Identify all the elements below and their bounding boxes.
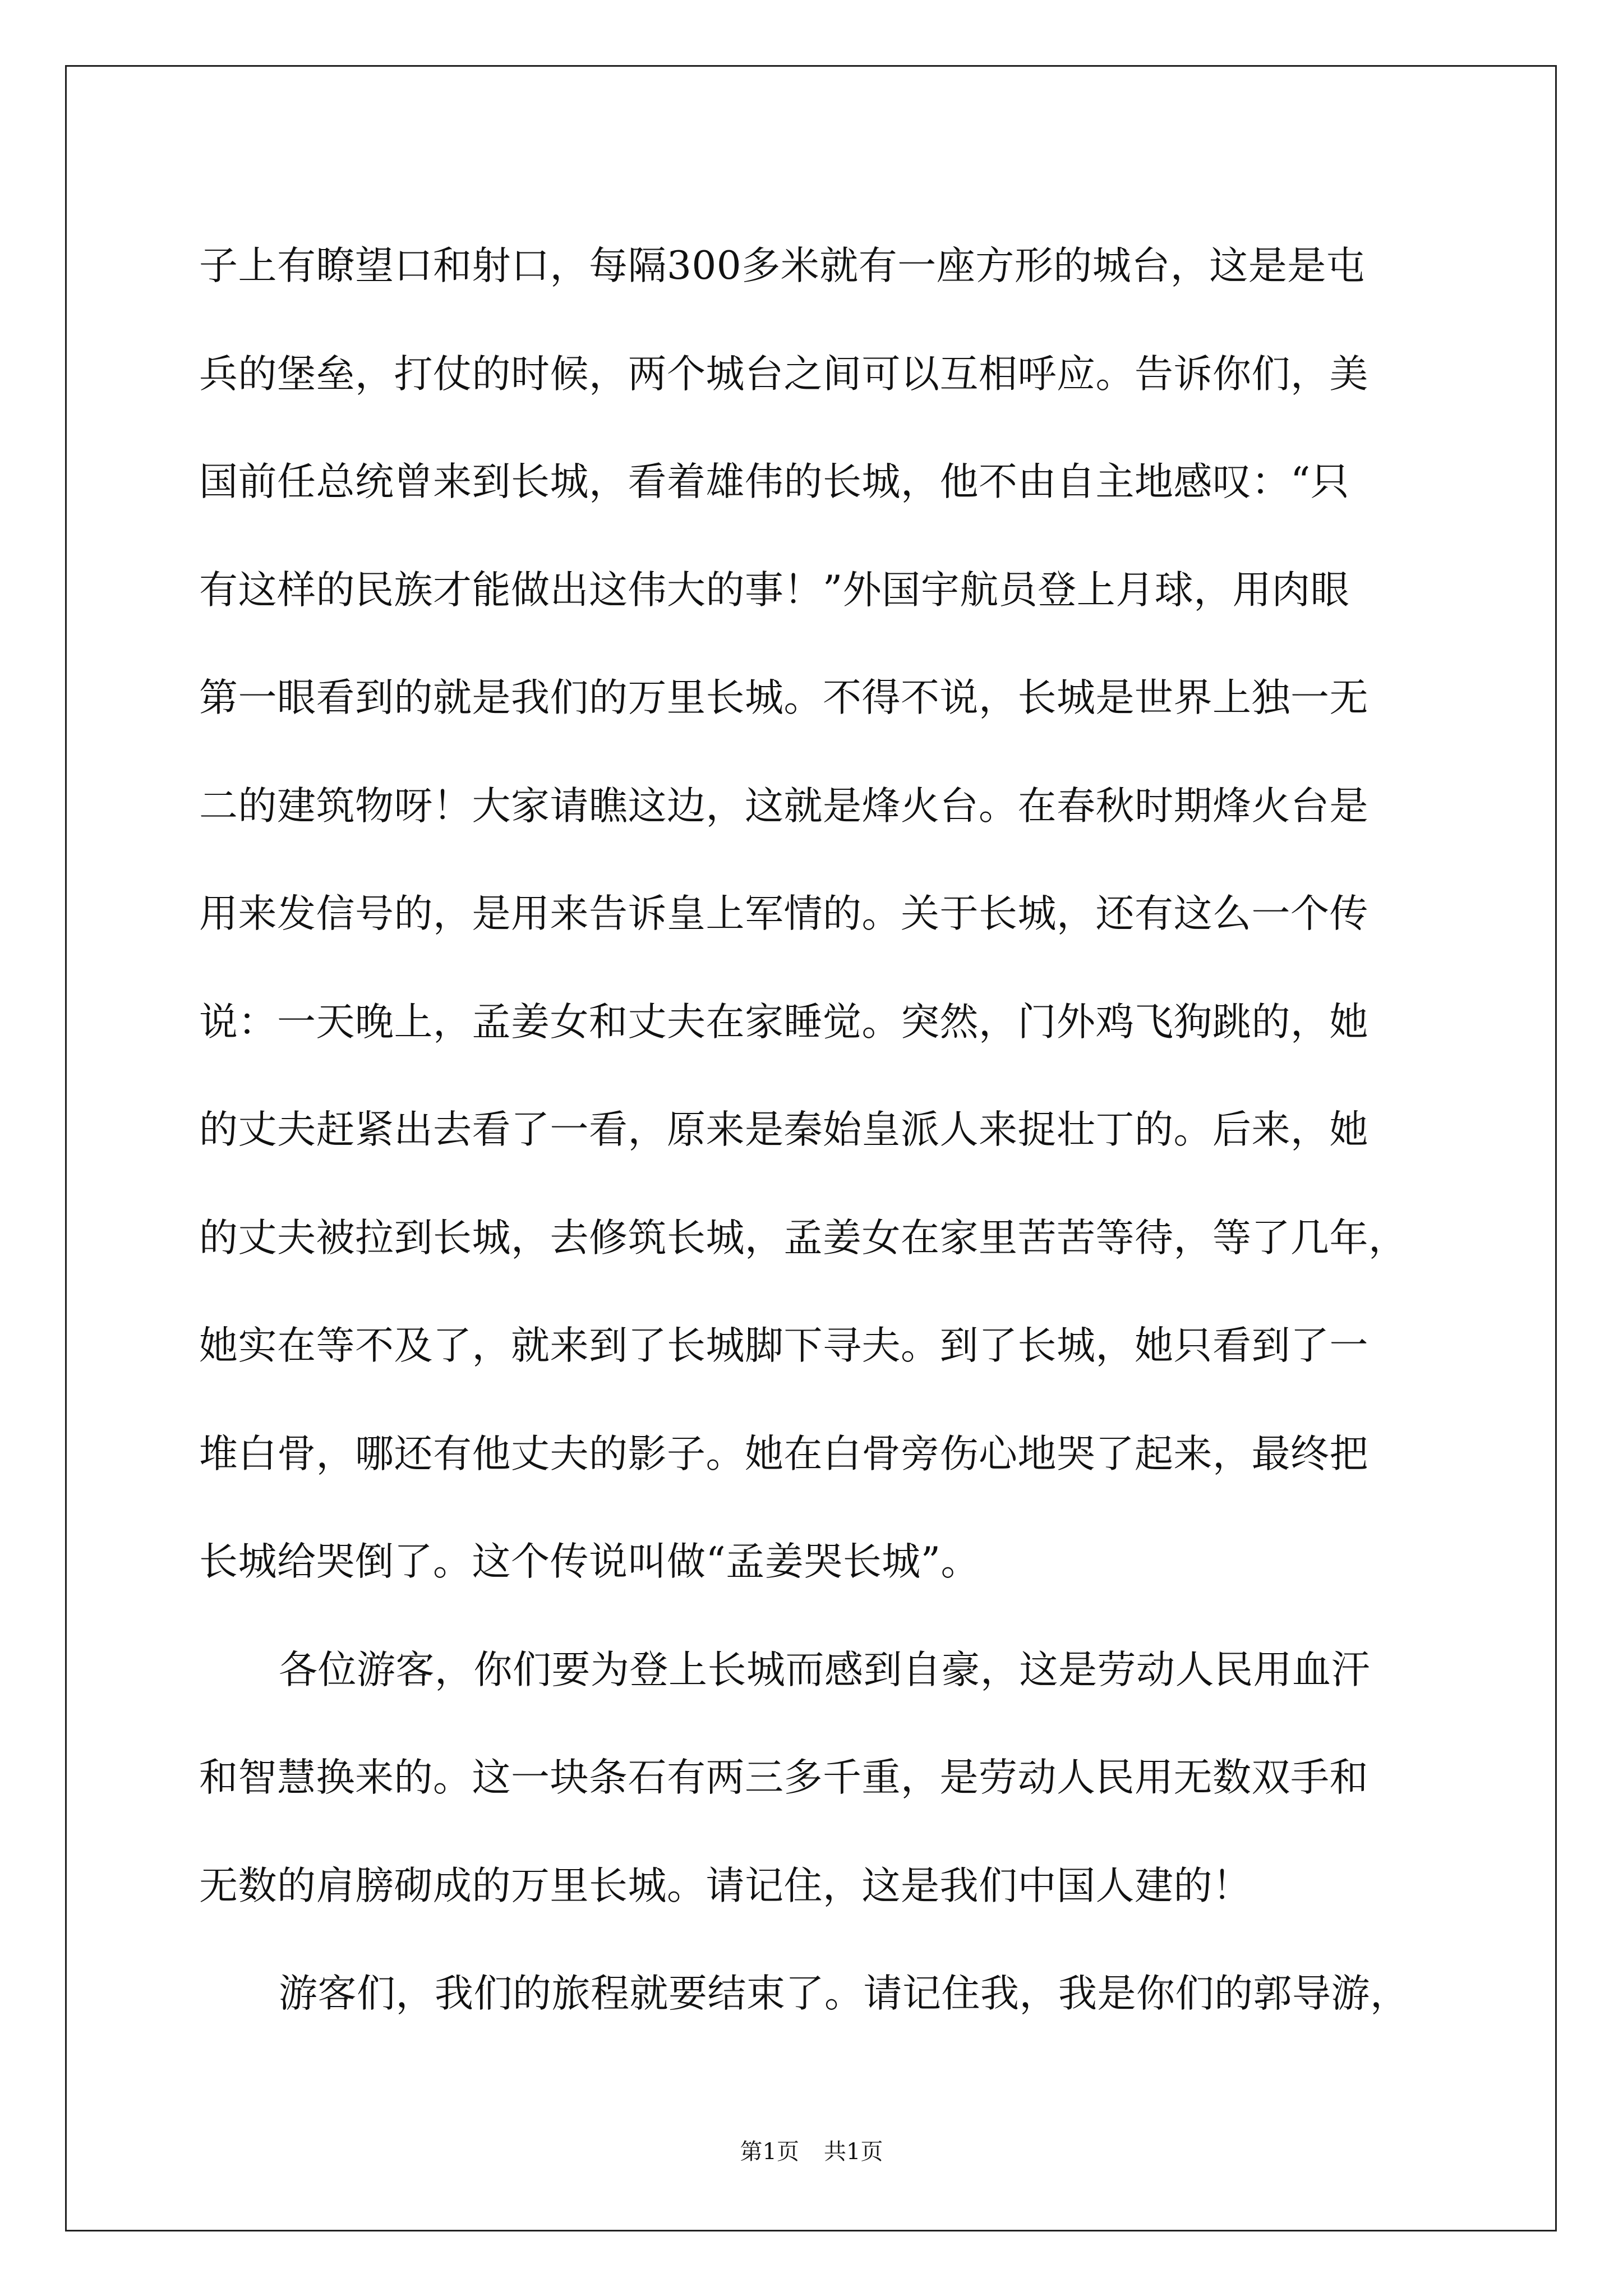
text-line: 子上有瞭望口和射口，每隔300多米就有一座方形的城台，这是是屯 [199,243,1366,288]
text-line: 有这样的民族才能做出这伟大的事！”外国宇航员登上月球，用肉眼 [199,567,1350,613]
text-line: 兵的堡垒，打仗的时候，两个城台之间可以互相呼应。告诉你们，美 [199,351,1368,397]
text-line: 二的建筑物呀！大家请瞧这边，这就是烽火台。在春秋时期烽火台是 [199,783,1368,829]
paragraph-first-line: 各位游客，你们要为登上长城而感到自豪，这是劳动人民用血汗 [279,1647,1370,1692]
text-line: 的丈夫赶紧出去看了一看，原来是秦始皇派人来捉壮丁的。后来，她 [199,1107,1368,1152]
text-line: 长城给哭倒了。这个传说叫做“孟姜哭长城”。 [199,1539,980,1584]
text-line: 第一眼看到的就是我们的万里长城。不得不说，长城是世界上独一无 [199,675,1368,720]
text-line: 的丈夫被拉到长城，去修筑长城，孟姜女在家里苦苦等待，等了几年， [199,1215,1408,1260]
text-line: 无数的肩膀砌成的万里长城。请记住，这是我们中国人建的！ [199,1863,1252,1908]
text-line: 国前任总统曾来到长城，看着雄伟的长城，他不由自主地感叹：“只 [199,459,1350,504]
text-line: 用来发信号的，是用来告诉皇上军情的。关于长城，还有这么一个传 [199,891,1368,936]
page-number-current: 第1页 [740,2139,799,2165]
text-line: 堆白骨，哪还有他丈夫的影子。她在白骨旁伤心地哭了起来，最终把 [199,1431,1368,1476]
page-footer [0,2135,1623,2169]
text-line: 和智慧换来的。这一块条石有两三多千重，是劳动人民用无数双手和 [199,1755,1368,1800]
document-body [199,212,1419,2048]
text-line: 她实在等不及了，就来到了长城脚下寻夫。到了长城，她只看到了一 [199,1323,1368,1368]
text-line: 说：一天晚上，孟姜女和丈夫在家睡觉。突然，门外鸡飞狗跳的，她 [199,999,1368,1045]
page-number-total: 共1页 [824,2139,883,2165]
paragraph-first-line: 游客们，我们的旅程就要结束了。请记住我，我是你们的郭导游， [279,1971,1409,2016]
